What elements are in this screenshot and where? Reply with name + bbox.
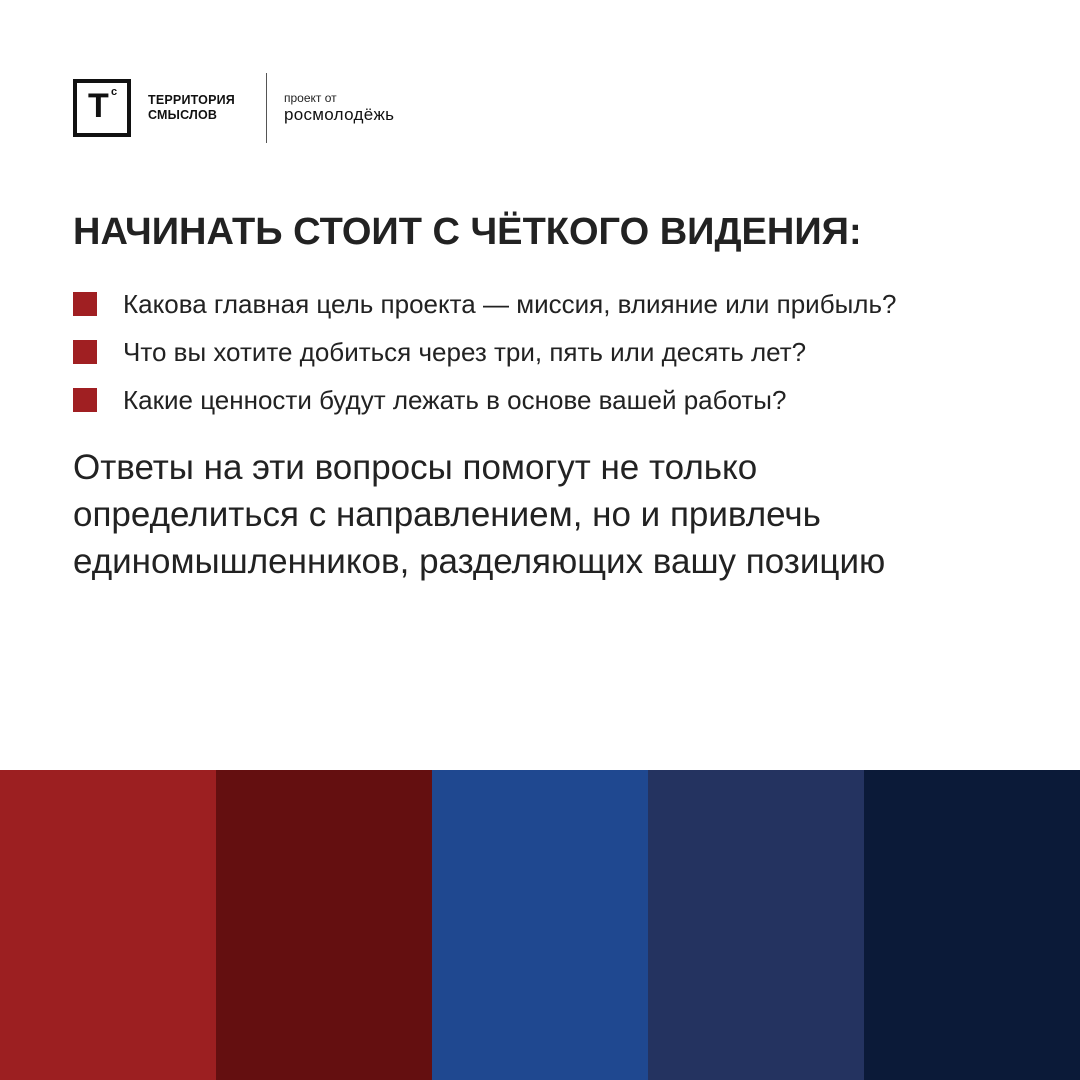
question-list [73,280,896,424]
bullet-square [73,388,97,412]
logo-letter: Т [88,87,109,125]
logo-superscript: с [111,86,118,98]
color-swatch [432,770,648,1080]
logo [73,79,131,137]
org-name-line-2: СМЫСЛОВ [148,108,218,122]
header-divider [266,73,267,143]
color-swatch [864,770,1080,1080]
list-item-text: Какие ценности будут лежать в основе вашей работы? [123,384,787,415]
color-swatch [0,770,216,1080]
list-item-text: Какова главная цель проекта — миссия, влияние или прибыль? [123,288,897,319]
org-name-line-1: ТЕРРИТОРИЯ [148,93,235,107]
paragraph-line: единомышленников, разделяющих вашу позицию [73,542,886,581]
list-item [73,376,896,424]
color-swatch [648,770,864,1080]
list-item [73,280,896,328]
paragraph-line: Ответы на эти вопросы помогут не только [73,448,758,487]
color-palette [0,770,1080,1080]
color-swatch [216,770,432,1080]
header [73,73,394,143]
page-title: НАЧИНАТЬ СТОИТ С ЧЁТКОГО ВИДЕНИЯ: [73,211,862,253]
bullet-square [73,292,97,316]
list-item [73,328,896,376]
org-name [148,93,248,123]
bullet-square [73,340,97,364]
body-paragraph [73,444,1033,585]
paragraph-line: определиться с направлением, но и привлечь [73,495,821,534]
list-item-text: Что вы хотите добиться через три, пять или десять лет? [123,336,807,367]
project-label: проект от [284,91,337,105]
project-name: росмолодёжь [284,105,395,124]
project-credit [284,91,394,125]
